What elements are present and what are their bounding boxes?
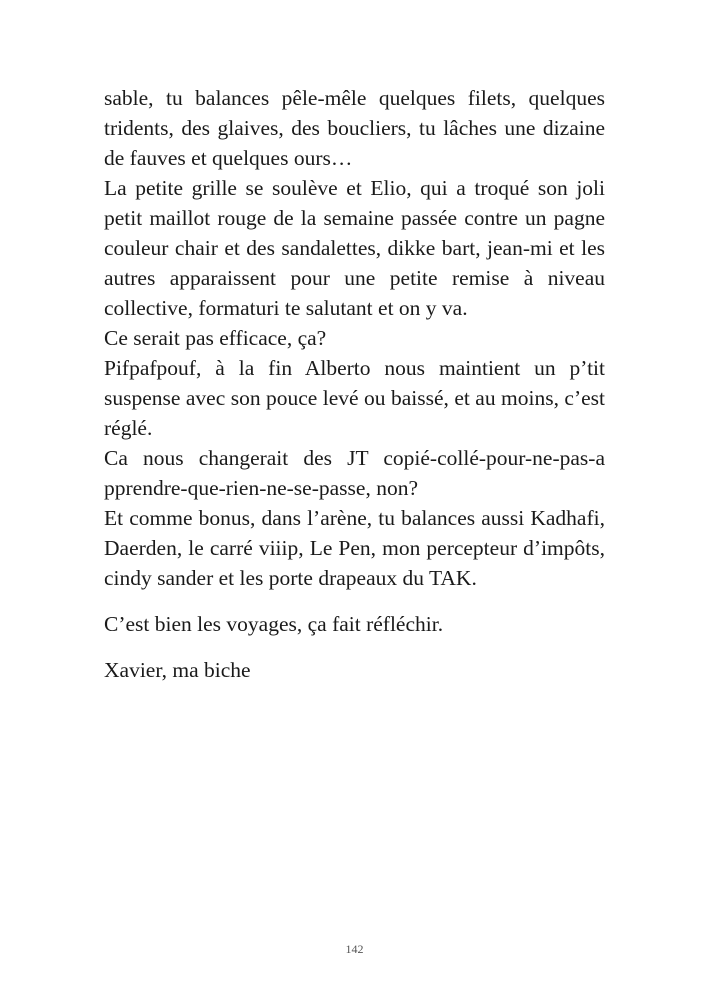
- paragraph-7: C’est bien les voyages, ça fait réfléchir.: [104, 612, 444, 636]
- paragraph-6: Et comme bonus, dans l’arène, tu balances aussi Kadhafi, Daerden, le carré viiip, Le Pen, mon percepteur d’impôts, cindy sander et les porte drapeaux du TAK.: [104, 506, 605, 590]
- body-text: [104, 83, 605, 685]
- paragraph-4: Pifpafpouf, à la fin Alberto nous maintient un p’tit suspense avec son pouce levé ou baissé, et au moins, c’est réglé.: [104, 356, 605, 440]
- paragraph-5: Ca nous changerait des JT copié-collé-pour-ne-pas-a pprendre-que-rien-ne-se-passe, non?: [104, 446, 605, 500]
- signature-line: Xavier, ma biche: [104, 658, 251, 682]
- paragraph-1: sable, tu balances pêle-mêle quelques filets, quelques tridents, des glaives, des boucliers, tu lâches une dizaine de fauves et quelques ours…: [104, 86, 605, 170]
- paragraph-2: La petite grille se soulève et Elio, qui a troqué son joli petit maillot rouge de la semaine passée contre un pagne couleur chair et des sandalettes, dikke bart, jean-mi et les autres apparaissent pour une petite remise à niveau collective, formaturi te salutant et on y va.: [104, 176, 605, 320]
- paragraph-3: Ce serait pas efficace, ça?: [104, 326, 327, 350]
- page-number: 142: [345, 942, 364, 956]
